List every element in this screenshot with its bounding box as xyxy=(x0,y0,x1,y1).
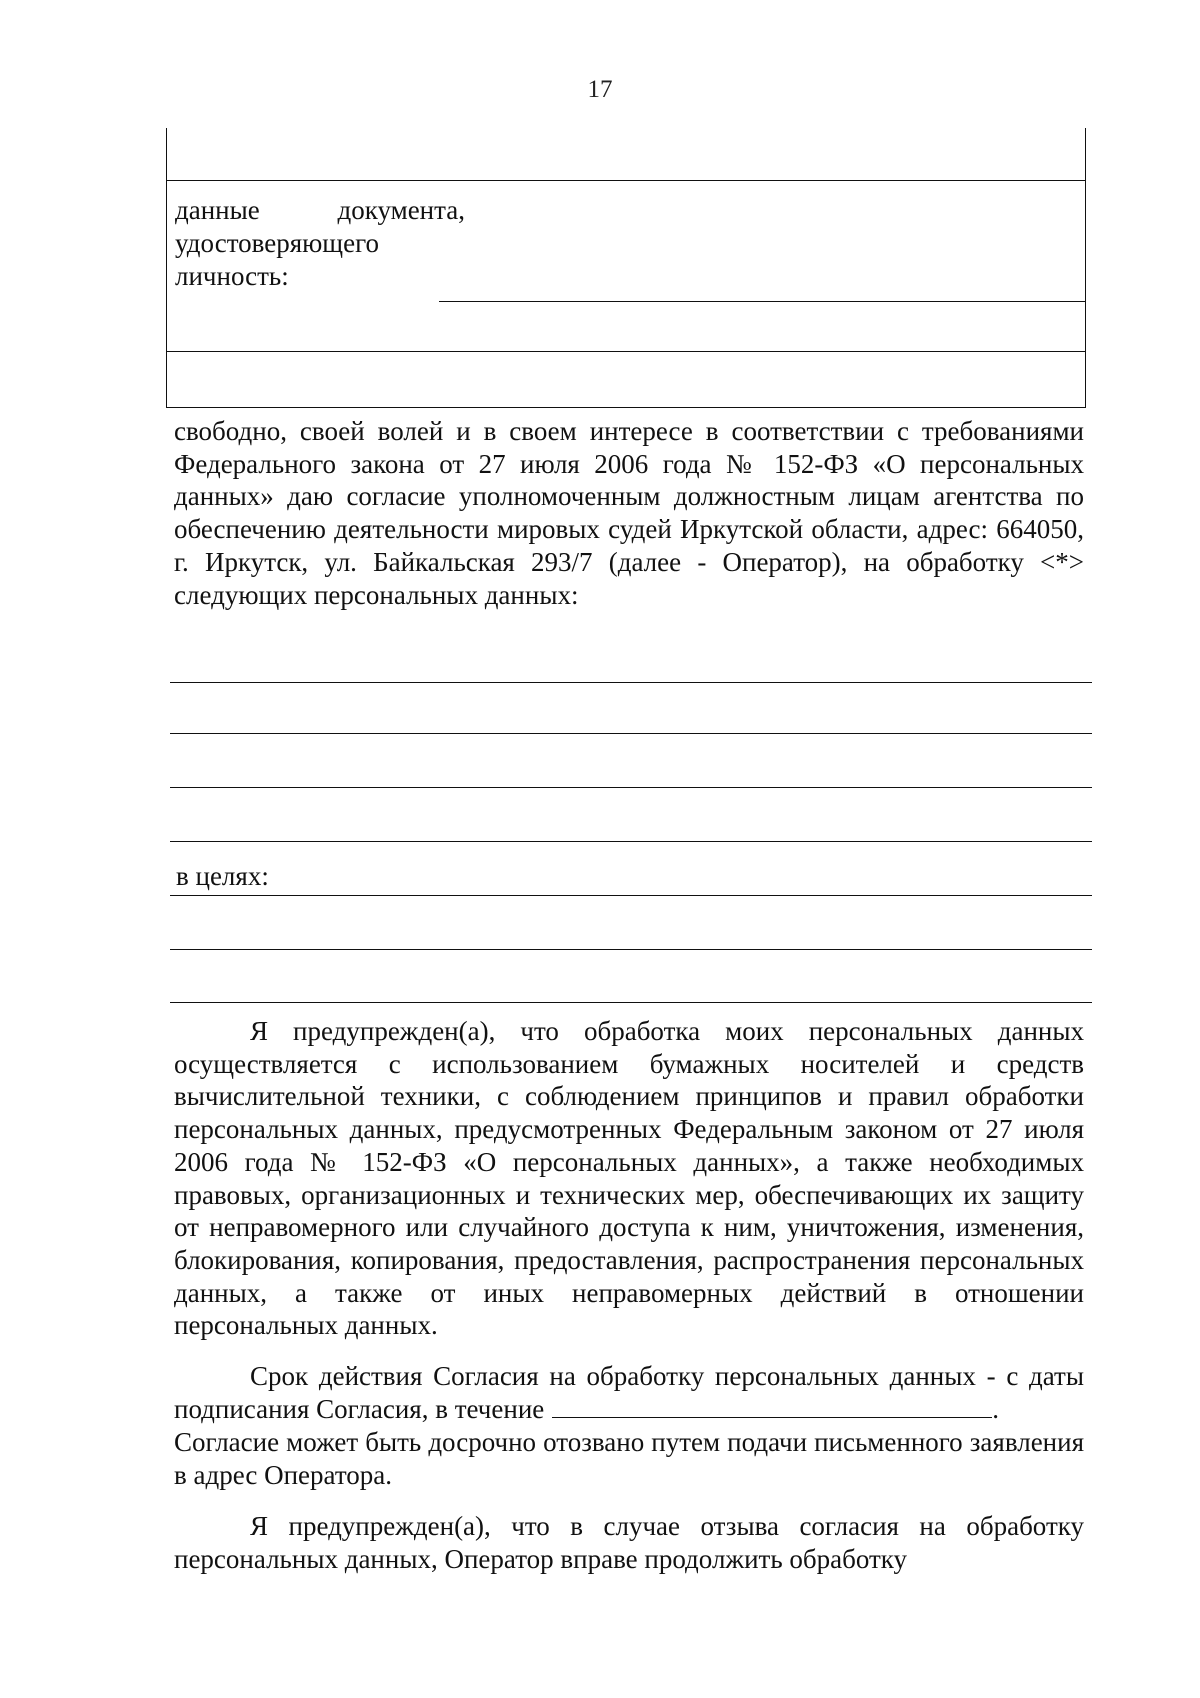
personal-data-fill-line[interactable] xyxy=(170,682,1092,683)
personal-data-fill-line[interactable] xyxy=(170,841,1092,842)
id-document-label: данные документа, удостоверяющего личность: xyxy=(175,195,465,291)
revocation-note: Согласие может быть досрочно отозвано путем подачи письменного заявления в адрес Оператора. xyxy=(174,1427,1084,1490)
page-number: 17 xyxy=(587,76,613,103)
purposes-fill-line[interactable] xyxy=(170,949,1092,950)
validity-text: Срок действия Согласия на обработку персональных данных - с даты подписания Согласия, в течение xyxy=(174,1361,1084,1424)
id-document-table xyxy=(166,128,1086,408)
purposes-fill-line[interactable] xyxy=(170,895,1092,896)
validity-paragraph xyxy=(174,1360,1084,1425)
warning-paragraph: Я предупрежден(а), что обработка моих персональных данных осуществляется с использованием бумажных носителей и средств вычислительной техники, с соблюдением принципов и правил обработки персональных данных, предусмотренных Федеральным законом от 27 июля 2006 года № 152-ФЗ «О персональных данных», а также необходимых правовых, организационных и технических мер, обеспечивающих их защиту от неправомерного или случайного доступа к ним, уничтожения, изменения, блокирования, копирования, предоставления, распространения персональных данных, а также от иных неправомерных действий в отношении персональных данных. xyxy=(174,1016,1084,1341)
personal-data-fill-line[interactable] xyxy=(170,733,1092,734)
consent-paragraph: свободно, своей волей и в своем интересе в соответствии с требованиями Федерального закона от 27 июля 2006 года № 152-ФЗ «О персональных данных» даю согласие уполномоченным должностным лицам агентства по обеспечению деятельности мировых судей Иркутской области, адрес: 664050, г. Иркутск, ул. Байкальская 293/7 (далее - Оператор), на обработку <*> следующих персональных данных: xyxy=(174,416,1084,610)
purposes-label: в целях: xyxy=(176,861,269,891)
id-document-fill-line[interactable] xyxy=(439,301,1085,302)
revocation-paragraph: Я предупрежден(а), что в случае отзыва согласия на обработку персональных данных, Оператор вправе продолжить обработку xyxy=(174,1511,1084,1574)
purposes-fill-line[interactable] xyxy=(170,1002,1092,1003)
table-row-divider xyxy=(167,180,1085,181)
validity-period-fill-line[interactable] xyxy=(552,1393,992,1418)
table-row-divider xyxy=(167,351,1085,352)
personal-data-fill-line[interactable] xyxy=(170,787,1092,788)
validity-period-end: . xyxy=(992,1393,999,1424)
